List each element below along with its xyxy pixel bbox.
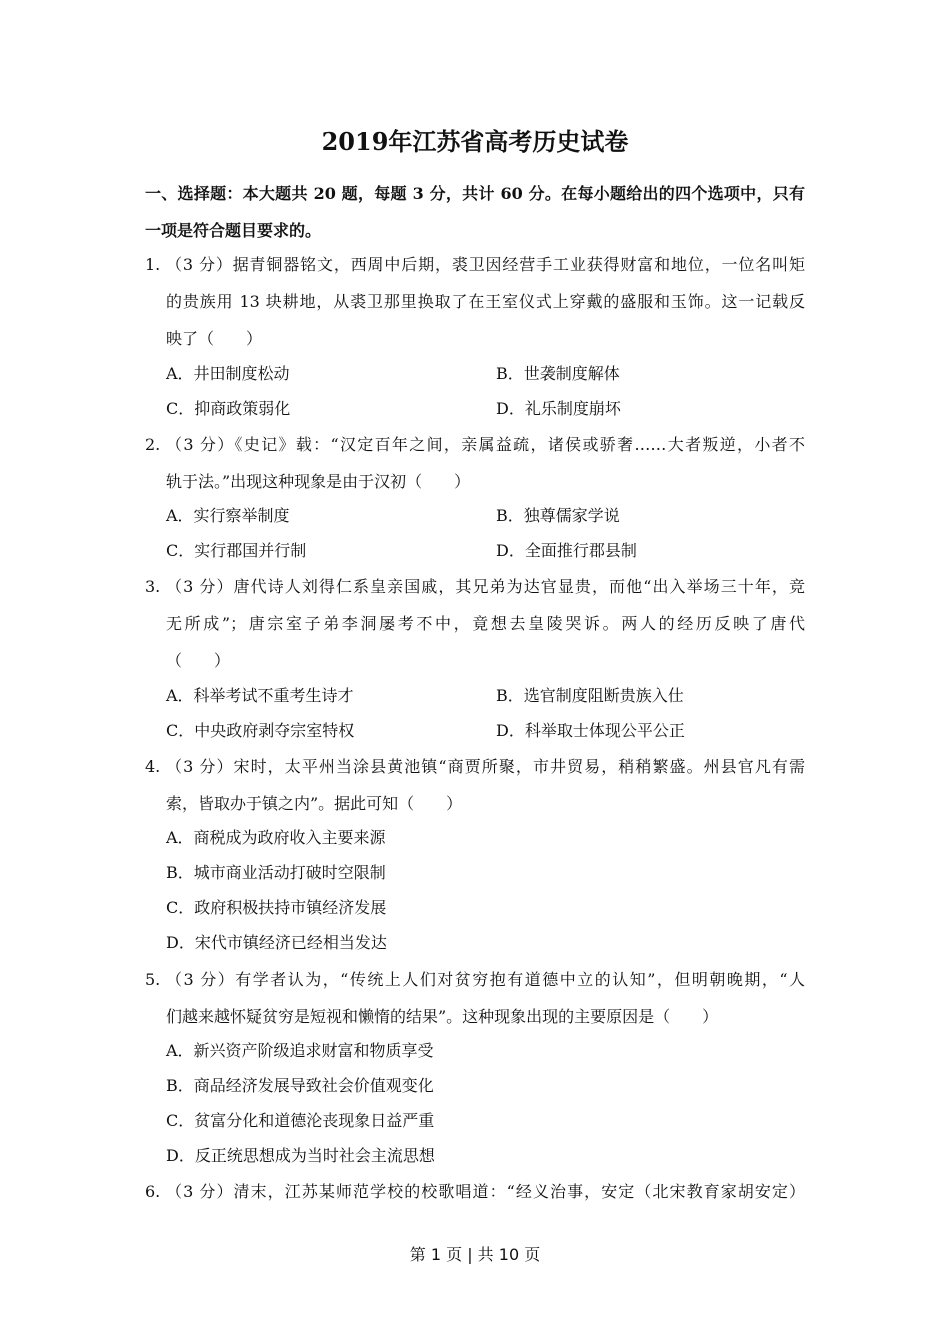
page-title: 2019年江苏省高考历史试卷 bbox=[321, 127, 629, 156]
option-a: A．实行察举制度 bbox=[166, 506, 290, 525]
option-c: C．抑商政策弱化 bbox=[166, 399, 291, 418]
question-text: 轨于法。”出现这种现象是由于汉初（ ） bbox=[166, 472, 471, 491]
question-number: 3. bbox=[145, 577, 161, 596]
option-d: D．科举取士体现公平公正 bbox=[496, 721, 685, 740]
option-d: D．全面推行郡县制 bbox=[496, 541, 637, 560]
option-a: A．商税成为政府收入主要来源 bbox=[166, 828, 386, 847]
section-heading: 一、选择题：本大题共 20 题，每题 3 分，共计 60 分。在每小题给出的四个选项中，只有 bbox=[145, 184, 805, 203]
question-number: 4. bbox=[145, 757, 161, 776]
question-text: （3 分）清末，江苏某师范学校的校歌唱道：“经义治事，安定（北宋教育家胡安定） bbox=[166, 1182, 805, 1201]
question-text: 的贵族用 13 块耕地，从裘卫那里换取了在王室仪式上穿戴的盛服和玉饰。这一记载反 bbox=[166, 292, 805, 311]
question-text: （3 分）宋时，太平州当涂县黄池镇“商贾所聚，市井贸易，稍稍繁盛。州县官凡有需 bbox=[166, 757, 805, 776]
option-b: B．商品经济发展导致社会价值观变化 bbox=[166, 1076, 434, 1095]
question-text: （3 分）唐代诗人刘得仁系皇亲国戚，其兄弟为达官显贵，而他“出入举场三十年，竞 bbox=[166, 577, 805, 596]
question-text: 们越来越怀疑贫穷是短视和懒惰的结果”。这种现象出现的主要原因是（ ） bbox=[166, 1007, 719, 1026]
option-c: C．贫富分化和道德沦丧现象日益严重 bbox=[166, 1111, 435, 1130]
question-text: 映了（ ） bbox=[166, 329, 263, 348]
question-text: （ ） bbox=[166, 651, 231, 670]
option-d: D．宋代市镇经济已经相当发达 bbox=[166, 933, 387, 952]
option-c: C．政府积极扶持市镇经济发展 bbox=[166, 898, 387, 917]
page-footer: 第 1 页 | 共 10 页 bbox=[409, 1245, 541, 1264]
option-b: B．世袭制度解体 bbox=[496, 364, 620, 383]
section-heading: 一项是符合题目要求的。 bbox=[145, 221, 322, 240]
option-b: B．选官制度阻断贵族入仕 bbox=[496, 686, 684, 705]
question-number: 1. bbox=[145, 255, 161, 274]
option-b: B．独尊儒家学说 bbox=[496, 506, 620, 525]
question-text: （3 分）《史记》载：“汉定百年之间，亲属益疏，诸侯或骄奢……大者叛逆，小者不 bbox=[166, 435, 805, 454]
question-text: （3 分）据青铜器铭文，西周中后期，裘卫因经营手工业获得财富和地位，一位名叫矩 bbox=[166, 255, 805, 274]
question-number: 5. bbox=[145, 970, 161, 989]
option-d: D．反正统思想成为当时社会主流思想 bbox=[166, 1146, 435, 1165]
question-text: 索，皆取办于镇之内”。据此可知（ ） bbox=[166, 794, 463, 813]
option-b: B．城市商业活动打破时空限制 bbox=[166, 863, 386, 882]
question-text: （3 分）有学者认为，“传统上人们对贫穷抱有道德中立的认知”，但明朝晚期，“人 bbox=[166, 970, 805, 989]
option-d: D．礼乐制度崩坏 bbox=[496, 399, 621, 418]
question-text: 无所成”；唐宗室子弟李洞屡考不中，竟想去皇陵哭诉。两人的经历反映了唐代 bbox=[166, 614, 805, 633]
option-a: A．井田制度松动 bbox=[166, 364, 290, 383]
question-number: 2. bbox=[145, 435, 161, 454]
option-c: C．中央政府剥夺宗室特权 bbox=[166, 721, 355, 740]
option-c: C．实行郡国并行制 bbox=[166, 541, 307, 560]
option-a: A．新兴资产阶级追求财富和物质享受 bbox=[166, 1041, 434, 1060]
option-a: A．科举考试不重考生诗才 bbox=[166, 686, 354, 705]
question-number: 6. bbox=[145, 1182, 161, 1201]
